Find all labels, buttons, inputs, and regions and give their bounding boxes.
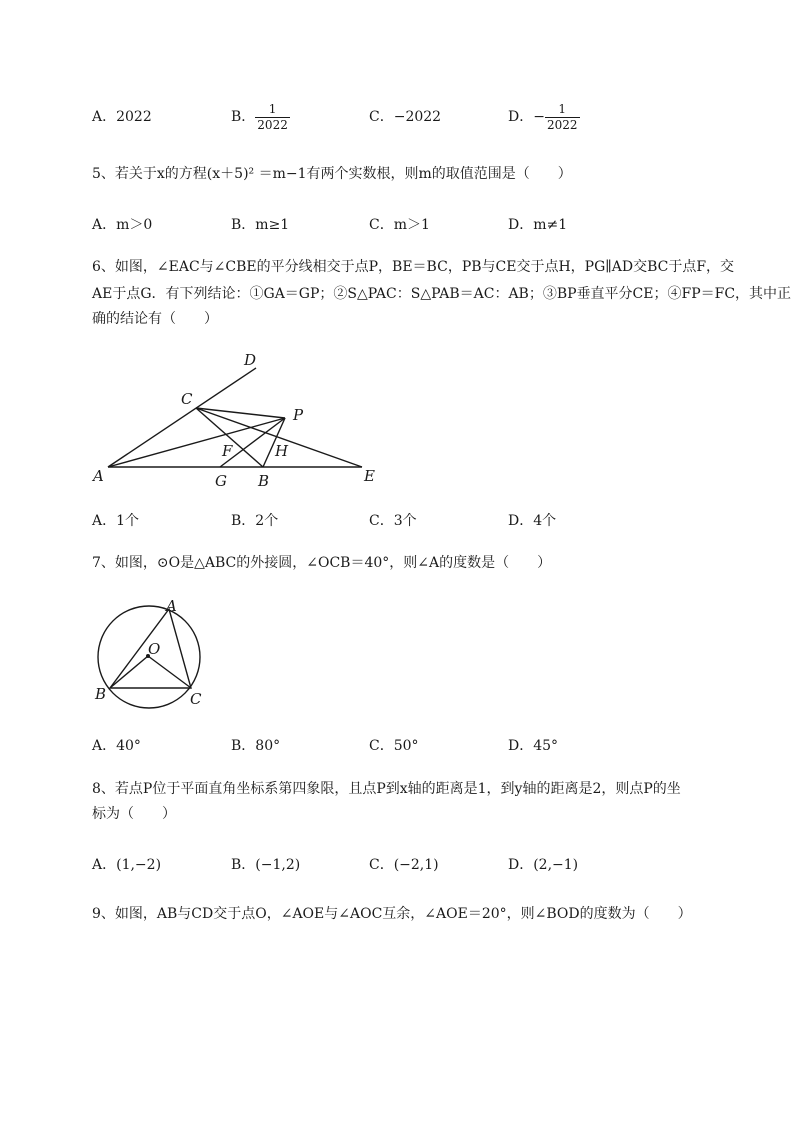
q7-label-b: B [95,685,107,703]
q8-stem-line-2: 标为（ ） [92,806,176,822]
q4-option-b-numerator: 1 [268,101,277,116]
q6-label-b: B [258,472,270,490]
q7-stem: 7、如图，⊙O是△ABC的外接圆，∠OCB＝40°，则∠A的度数是（ ） [92,555,552,571]
q5-option-b: B．m≥1 [231,217,290,233]
q7-label-c: C [190,690,202,708]
q6-segment-ad [108,368,256,467]
q4-option-a: A．2022 [92,109,152,125]
q4-option-d-denominator: 2022 [546,117,578,132]
q6-label-h: H [275,442,289,460]
q8-stem-line-1: 8、若点P位于平面直角坐标系第四象限，且点P到x轴的距离是1，到y轴的距离是2，则点P的坐 [92,781,681,797]
q4-option-b-label: B． [231,109,256,125]
q7-option-a: A．40° [92,738,141,754]
q5-option-a: A．m＞0 [92,217,153,233]
q8-option-b: B．(−1,2) [231,857,301,873]
q4-option-d-numerator: 1 [558,101,567,116]
q7-segment-oc [148,656,191,688]
q6-label-p: P [293,406,304,424]
q6-option-b: B．2个 [231,513,279,529]
q6-label-d: D [244,351,257,369]
q5-stem: 5、若关于x的方程(x＋5)² ＝m−1有两个实数根，则m的取值范围是（ ） [92,166,572,182]
q8-option-c: C．(−2,1) [369,857,439,873]
q7-label-a: A [166,597,177,615]
q6-stem-line-1: 6、如图，∠EAC与∠CBE的平分线相交于点P，BE＝BC，PB与CE交于点H，PG∥AD交BC于点F，交 [92,259,735,275]
q6-stem-line-3: 确的结论有（ ） [92,311,218,327]
q6-option-a: A．1个 [92,513,140,529]
q8-option-a: A．(1,−2) [92,857,162,873]
q9-stem: 9、如图，AB与CD交于点O，∠AOE与∠AOC互余，∠AOE＝20°，则∠BOD的度数为（ ） [92,906,692,922]
q6-figure [0,0,794,520]
q7-label-o: O [148,640,161,658]
q6-option-c: C．3个 [369,513,417,529]
q4-option-c: C．−2022 [369,109,442,125]
q6-option-d: D．4个 [508,513,557,529]
q6-label-a: A [93,467,104,485]
q7-option-b: B．80° [231,738,281,754]
q4-option-b-denominator: 2022 [257,117,288,132]
q7-figure [0,580,794,720]
q7-segment-ob [110,656,148,688]
q6-segment-ap [108,418,285,467]
q7-option-d: D．45° [508,738,559,754]
q6-label-g: G [215,472,227,490]
q6-label-f: F [222,442,233,460]
q8-option-d: D．(2,−1) [508,857,579,873]
q6-stem-line-2: AE于点G．有下列结论：①GA＝GP；②S△PAC：S△PAB＝AC：AB；③BP垂直平分CE；④FP＝FC，其中正 [92,286,792,302]
q7-option-c: C．50° [369,738,419,754]
q5-option-c: C．m＞1 [369,217,430,233]
q4-option-d-label: D．− [508,109,545,125]
q5-option-d: D．m≠1 [508,217,568,233]
q6-label-c: C [181,390,193,408]
q6-label-e: E [364,467,375,485]
